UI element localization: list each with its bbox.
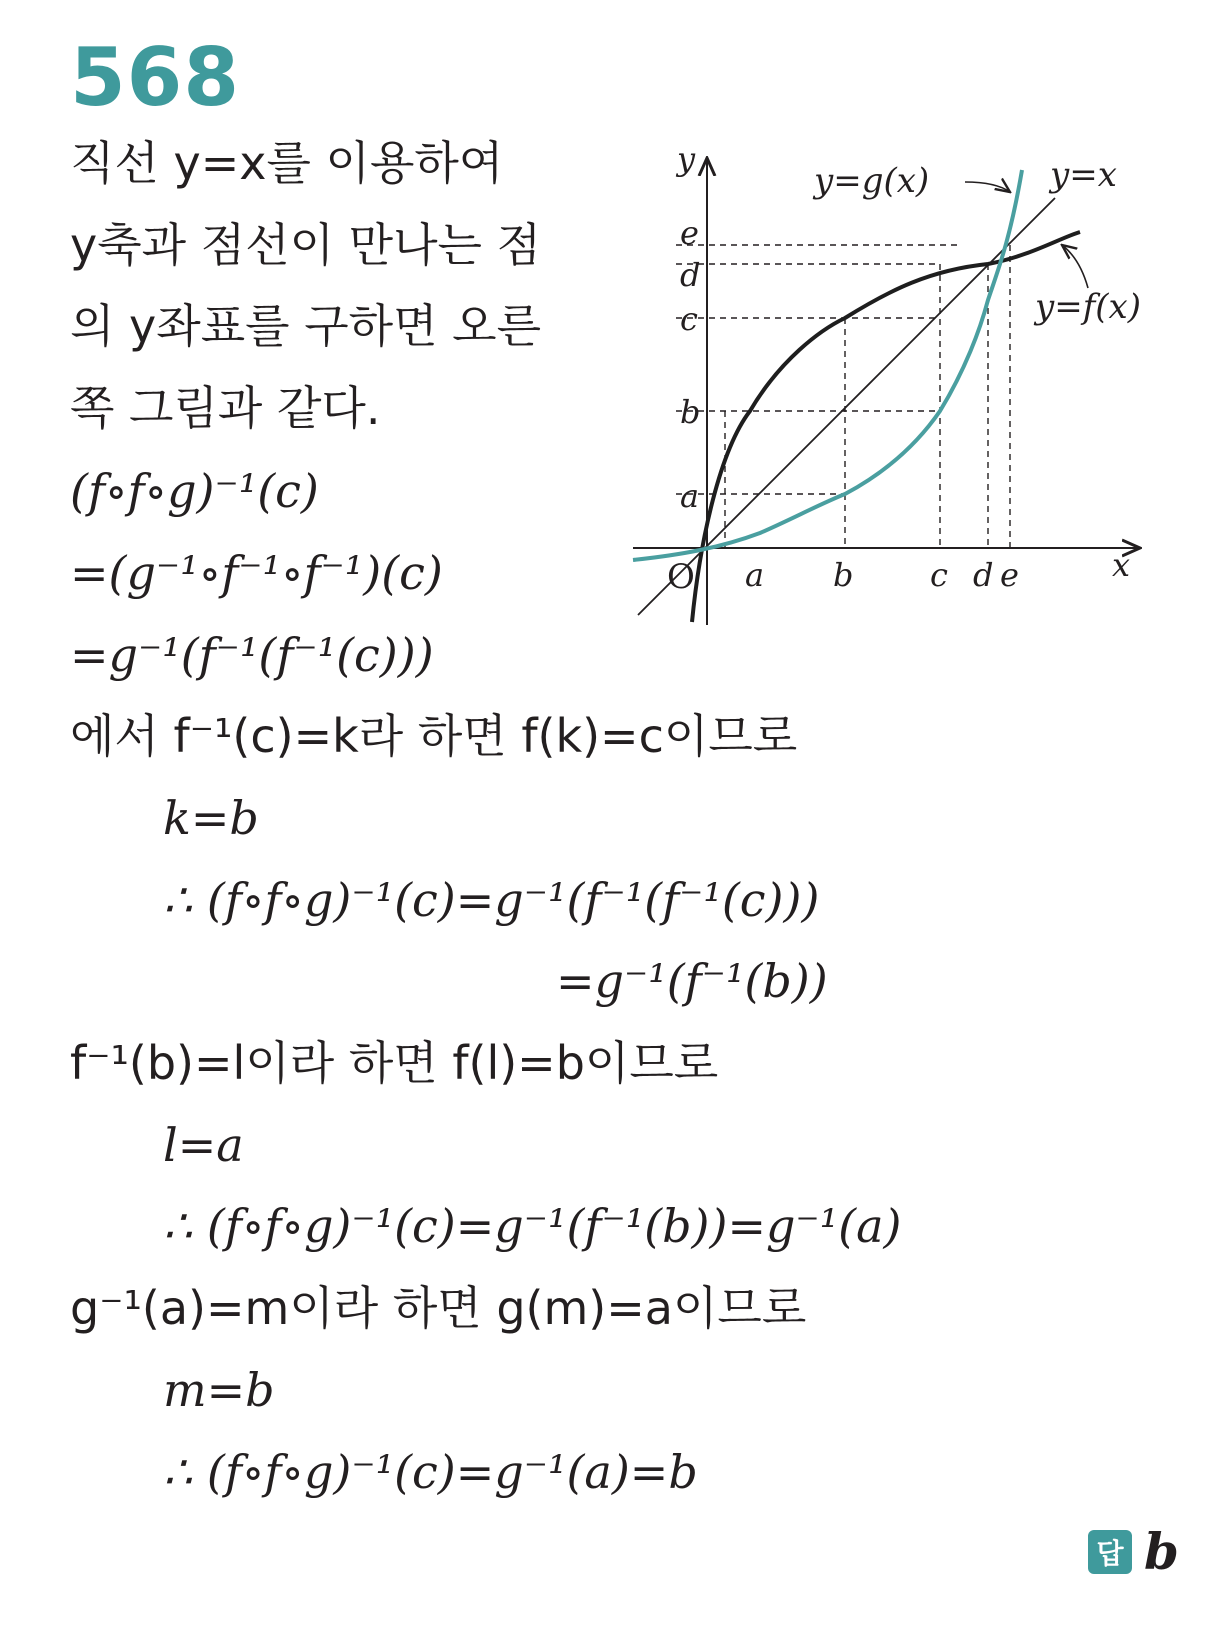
answer-value: b	[1144, 1522, 1179, 1581]
step1-conclusion-cont: =g⁻¹(f⁻¹(b))	[556, 954, 828, 1008]
step1-text: 에서 f⁻¹(c)=k라 하면 f(k)=c이므로	[70, 709, 798, 763]
step1-conclusion: ∴ (f∘f∘g)⁻¹(c)=g⁻¹(f⁻¹(f⁻¹(c)))	[163, 873, 820, 927]
intro-line-3: 의 y좌표를 구하면 오른	[70, 299, 542, 353]
x-tick-b: b	[833, 556, 854, 594]
x-axis-label: x	[1112, 546, 1131, 584]
answer-badge: 답	[1088, 1530, 1132, 1574]
step3-conclusion: ∴ (f∘f∘g)⁻¹(c)=g⁻¹(a)=b	[163, 1445, 698, 1499]
origin-label: O	[667, 557, 695, 597]
equation-3: =g⁻¹(f⁻¹(f⁻¹(c)))	[70, 628, 434, 682]
y-tick-b: b	[680, 393, 701, 431]
y-tick-d: d	[680, 256, 701, 294]
x-tick-e: e	[1000, 556, 1019, 594]
intro-line-1: 직선 y=x를 이용하여	[70, 136, 504, 190]
intro-line-2: y축과 점선이 만나는 점	[70, 218, 542, 272]
equation-1: (f∘f∘g)⁻¹(c)	[70, 464, 319, 518]
y-tick-e: e	[680, 214, 699, 252]
label-g: y=g(x)	[814, 161, 930, 201]
step1-result: k=b	[163, 791, 259, 845]
step2-result: l=a	[163, 1118, 244, 1172]
x-tick-d: d	[973, 556, 994, 594]
y-tick-c: c	[680, 300, 698, 338]
intro-line-4: 쪽 그림과 같다.	[70, 381, 381, 435]
dashed-guides	[676, 245, 1010, 548]
step2-conclusion: ∴ (f∘f∘g)⁻¹(c)=g⁻¹(f⁻¹(b))=g⁻¹(a)	[163, 1199, 902, 1253]
y-tick-a: a	[680, 477, 700, 515]
x-tick-a: a	[745, 556, 765, 594]
step3-text: g⁻¹(a)=m이라 하면 g(m)=a이므로	[70, 1281, 807, 1335]
step2-text: f⁻¹(b)=l이라 하면 f(l)=b이므로	[70, 1036, 719, 1090]
pointer-f	[1062, 245, 1088, 288]
equation-2: =(g⁻¹∘f⁻¹∘f⁻¹)(c)	[70, 546, 443, 600]
label-f: y=f(x)	[1035, 287, 1141, 327]
step3-result: m=b	[163, 1363, 275, 1417]
label-line: y=x	[1050, 155, 1117, 195]
pointer-g	[965, 182, 1010, 192]
x-tick-c: c	[930, 556, 948, 594]
problem-number: 568	[70, 31, 240, 124]
y-axis-label: y	[677, 140, 696, 178]
